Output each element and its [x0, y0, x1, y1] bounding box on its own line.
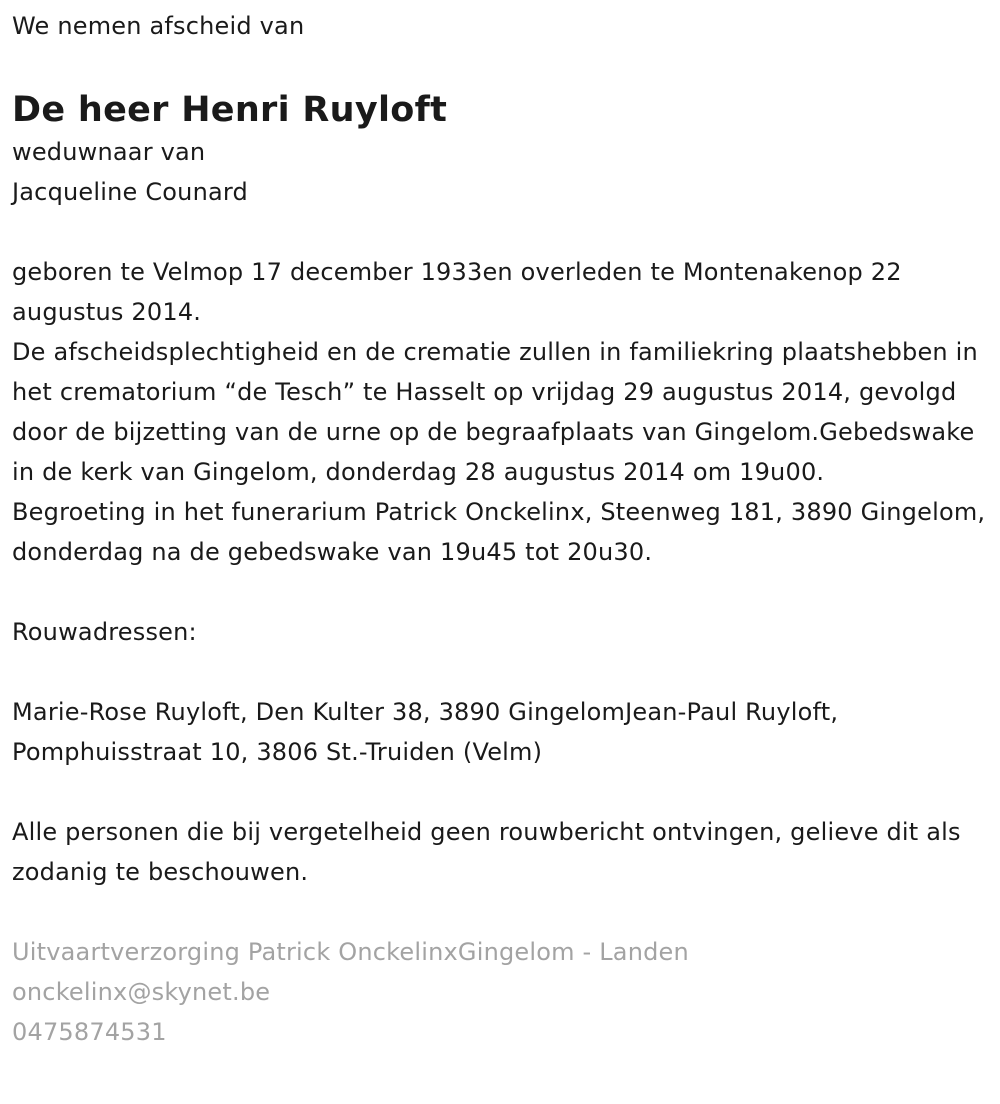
spouse-block — [12, 132, 988, 212]
greeting-paragraph: Begroeting in het funerarium Patrick Onckelinx, Steenweg 181, 3890 Gingelom, donderdag na de gebedswake van 19u45 tot 20u30. — [12, 498, 986, 566]
deceased-name: De heer Henri Ruyloft — [12, 90, 448, 130]
closing-note-section — [12, 812, 988, 892]
birth-death-paragraph: geboren te Velmop 17 december 1933en overleden te Montenakenop 22 augustus 2014. — [12, 258, 902, 326]
widower-label: weduwnaar van — [12, 138, 206, 166]
closing-note: Alle personen die bij vergetelheid geen rouwbericht ontvingen, gelieve dit als zodanig te beschouwen. — [12, 818, 961, 886]
intro-text: We nemen afscheid van — [12, 12, 305, 40]
mourning-addresses-label-section — [12, 612, 988, 652]
funeral-home-name: Uitvaartverzorging Patrick OnckelinxGingelom - Landen — [12, 938, 689, 966]
ceremony-paragraph: De afscheidsplechtigheid en de crematie zullen in familiekring plaatshebben in het crematorium “de Tesch” te Hasselt op vrijdag 29 augustus 2014, gevolgd door de bijzetting van de urne op de begraafplaats van Gingelom.Gebedswake in de kerk van Gingelom, donderdag 28 augustus 2014 om 19u00. — [12, 338, 978, 486]
mourning-addresses: Marie-Rose Ruyloft, Den Kulter 38, 3890 GingelomJean-Paul Ruyloft, Pomphuisstraat 10, 3806 St.-Truiden (Velm) — [12, 698, 839, 766]
ceremony-details — [12, 252, 988, 572]
funeral-home-phone: 0475874531 — [12, 1018, 167, 1046]
funeral-home-footer — [12, 932, 988, 1052]
mourning-addresses-section — [12, 692, 988, 772]
mourning-addresses-label: Rouwadressen: — [12, 618, 197, 646]
funeral-home-email: onckelinx@skynet.be — [12, 978, 271, 1006]
spouse-name: Jacqueline Counard — [12, 178, 248, 206]
